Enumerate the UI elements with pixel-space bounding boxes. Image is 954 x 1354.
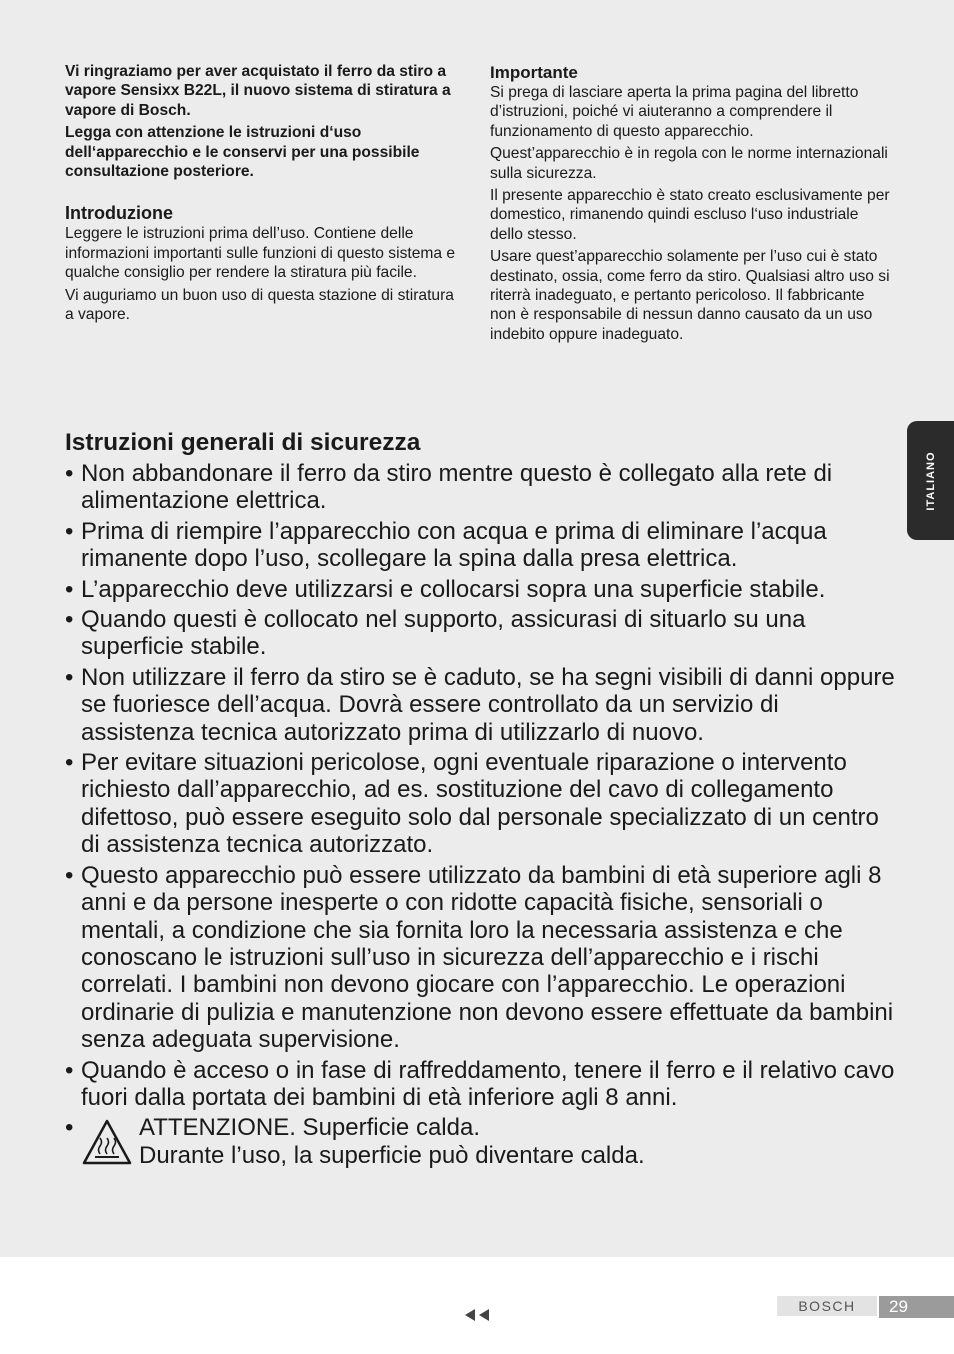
back-arrows-icon bbox=[463, 1307, 493, 1323]
safety-item: • Quando questi è collocato nel supporto, assicurasi di situarlo su una superficie stabile. bbox=[65, 606, 806, 661]
safety-list bbox=[65, 460, 895, 1169]
warning-text bbox=[139, 1114, 645, 1169]
safety-item-warning: • ATTENZIONE. Superficie calda. Durante l’uso, la superficie può diventare calda. bbox=[65, 1114, 895, 1169]
important-paragraph-1: Si prega di lasciare aperta la prima pagina del libretto d’istruzioni, poiché vi aiuteranno a comprendere il funzionamento di questo apparecchio. bbox=[490, 84, 859, 140]
important-paragraph-3: Il presente apparecchio è stato creato esclusivamente per domestico, rimanendo quindi escluso l‘uso industriale dello stesso. bbox=[490, 187, 890, 243]
important-paragraph-2: Quest’apparecchio è in regola con le norme internazionali sulla sicurezza. bbox=[490, 145, 888, 182]
safety-item: • Per evitare situazioni pericolose, ogni eventuale riparazione o intervento richiesto dall’apparecchio, ad es. sostituzione del cavo di collegamento difettoso, può essere eseguito solo dal personale specializzato di un centro di assistenza tecnica autorizzato. bbox=[65, 749, 879, 859]
safety-item: • Non utilizzare il ferro da stiro se è caduto, se ha segni visibili di danni oppure se fuoriesce dell’acqua. Dovrà essere controllato da un servizio di assistenza tecnica autorizzato prima di utilizzarlo di nuovo. bbox=[65, 663, 895, 746]
safety-section bbox=[65, 428, 895, 1172]
important-heading: Importante bbox=[490, 63, 578, 82]
language-tab-label: ITALIANO bbox=[924, 450, 937, 511]
read-instructions-text: Legga con attenzione le istruzioni d‘uso dell‘apparecchio e le conservi per una possibile consultazione posteriore. bbox=[65, 124, 420, 181]
safety-item: • Quando è acceso o in fase di raffreddamento, tenere il ferro e il relativo cavo fuori dalla portata dei bambini di età inferiore agli 8 anni. bbox=[65, 1056, 895, 1111]
hot-surface-warning-icon bbox=[81, 1118, 133, 1168]
intro-heading: Introduzione bbox=[65, 203, 173, 224]
important-column bbox=[490, 62, 890, 347]
intro-column bbox=[65, 62, 465, 327]
important-paragraph-4: Usare quest’apparecchio solamente per l’uso cui è stato destinato, ossia, come ferro da stiro. Qualsiasi altro uso si riterrà inadeguato, e pertanto pericoloso. Il fabbricante non è responsabile di nessun danno causato da un uso indebito oppure inadeguato. bbox=[490, 248, 890, 343]
thank-you-text: Vi ringraziamo per aver acquistato il ferro da stiro a vapore Sensixx B22L, il nuovo sistema di stiratura a vapore di Bosch. bbox=[65, 63, 451, 119]
safety-item: • Prima di riempire l’apparecchio con acqua e prima di eliminare l’acqua rimanente dopo l’uso, scollegare la spina dalla presa elettrica. bbox=[65, 517, 827, 573]
safety-item: • Non abbandonare il ferro da stiro mentre questo è collegato alla rete di alimentazione elettrica. bbox=[65, 460, 833, 515]
brand-label: BOSCH bbox=[777, 1296, 877, 1316]
intro-paragraph-2: Vi auguriamo un buon uso di questa stazione di stiratura a vapore. bbox=[65, 286, 454, 324]
safety-item: • L’apparecchio deve utilizzarsi e collocarsi sopra una superficie stabile. bbox=[65, 575, 826, 603]
safety-item: • Questo apparecchio può essere utilizzato da bambini di età superiore agli 8 anni e da persone inesperte o con ridotte capacità fisiche, sensoriali o mentali, a condizione che sia fornita loro la necessaria assistenza e che conoscano le istruzioni sull’uso in sicurezza dell’apparecchio e i rischi correlati. I bambini non devono giocare con l’apparecchio. Le operazioni ordinarie di pulizia e manutenzione non devono essere effettuate da bambini senza adeguata supervisione. bbox=[65, 861, 894, 1054]
warning-line-1: ATTENZIONE. Superficie calda. bbox=[139, 1114, 480, 1142]
intro-paragraph-1: Leggere le istruzioni prima dell’uso. Contiene delle informazioni importanti sulle funzioni di questo sistema e qualche consiglio per rendere la stiratura più facile. bbox=[65, 225, 456, 282]
page-number: 29 bbox=[879, 1296, 954, 1318]
safety-title: Istruzioni generali di sicurezza bbox=[65, 429, 421, 456]
warning-row bbox=[81, 1114, 895, 1169]
language-tab bbox=[907, 421, 954, 540]
warning-line-2: Durante l’uso, la superficie può diventare calda. bbox=[139, 1141, 645, 1169]
